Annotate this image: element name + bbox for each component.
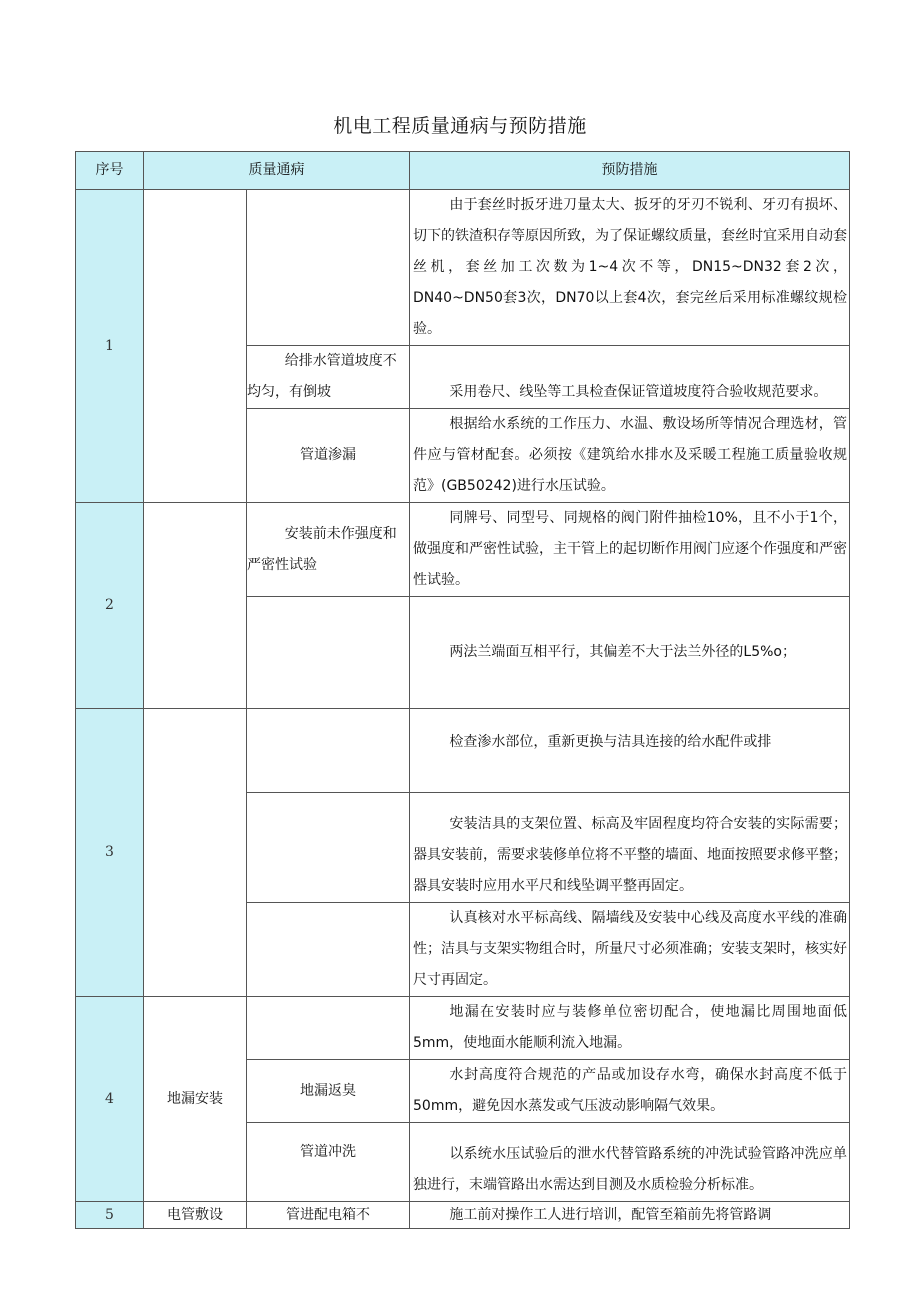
- header-measure: 预防措施: [410, 152, 850, 190]
- header-no: 序号: [76, 152, 144, 190]
- row-number: 5: [76, 1202, 144, 1229]
- measure-cell: 地漏在安装时应与装修单位密切配合，使地漏比周围地面低5mm，使地面水能顺利流入地漏。: [410, 997, 850, 1060]
- category-cell: [144, 503, 247, 709]
- measure-cell: 根据给水系统的工作压力、水温、敷设场所等情况合理选材，管件应与管材配套。必须按《建筑给水排水及采暖工程施工质量验收规范》(GB50242)进行水压试验。: [410, 409, 850, 503]
- item-cell: 管进配电箱不: [247, 1202, 410, 1229]
- item-cell: [247, 793, 410, 903]
- category-cell: [144, 709, 247, 997]
- header-issue: 质量通病: [144, 152, 410, 190]
- item-cell: 管道渗漏: [247, 409, 410, 503]
- item-cell: [247, 190, 410, 346]
- item-cell: [247, 597, 410, 709]
- measure-cell: 同牌号、同型号、同规格的阀门附件抽检10%，且不小于1个，做强度和严密性试验，主干管上的起切断作用阀门应逐个作强度和严密性试验。: [410, 503, 850, 597]
- item-cell: 地漏返臭: [247, 1060, 410, 1123]
- row-number: 1: [76, 190, 144, 503]
- category-cell: [144, 190, 247, 503]
- row-number: 2: [76, 503, 144, 709]
- row-number: 3: [76, 709, 144, 997]
- table-row: [76, 997, 850, 1060]
- measure-cell: 安装洁具的支架位置、标高及牢固程度均符合安装的实际需要；器具安装前，需要求装修单位将不平整的墙面、地面按照要求修平整；器具安装时应用水平尺和线坠调平整再固定。: [410, 793, 850, 903]
- measure-cell: 采用卷尺、线坠等工具检查保证管道坡度符合验收规范要求。: [410, 346, 850, 409]
- page-title: 机电工程质量通病与预防措施: [333, 115, 587, 137]
- item-cell: [247, 709, 410, 793]
- quality-issues-table: [75, 151, 850, 1229]
- row-number: 4: [76, 997, 144, 1202]
- measure-cell: 施工前对操作工人进行培训，配管至箱前先将管路调: [410, 1202, 850, 1229]
- item-cell: 管道冲洗: [247, 1123, 410, 1202]
- measure-cell: 两法兰端面互相平行，其偏差不大于法兰外径的L5%o；: [410, 597, 850, 709]
- table-row: [76, 1202, 850, 1229]
- item-cell: 安装前未作强度和严密性试验: [247, 503, 410, 597]
- table-row: [76, 190, 850, 346]
- item-cell: [247, 903, 410, 997]
- measure-cell: 检查渗水部位，重新更换与洁具连接的给水配件或排: [410, 709, 850, 793]
- table-row: [76, 709, 850, 793]
- table-header-row: [76, 152, 850, 190]
- category-cell: 电管敷设: [144, 1202, 247, 1229]
- table-row: [76, 503, 850, 597]
- item-cell: 给排水管道坡度不均匀，有倒坡: [247, 346, 410, 409]
- measure-cell: 以系统水压试验后的泄水代替管路系统的冲洗试验管路冲洗应单独进行，末端管路出水需达到目测及水质检验分析标准。: [410, 1123, 850, 1202]
- item-cell: [247, 997, 410, 1060]
- measure-cell: 水封高度符合规范的产品或加设存水弯，确保水封高度不低于50mm，避免因水蒸发或气压波动影响隔气效果。: [410, 1060, 850, 1123]
- measure-cell: 认真核对水平标高线、隔墙线及安装中心线及高度水平线的准确性；洁具与支架实物组合时，所量尺寸必须准确；安装支架时，核实好尺寸再固定。: [410, 903, 850, 997]
- measure-cell: 由于套丝时扳牙进刀量太大、扳牙的牙刃不锐利、牙刃有损坏、切下的铁渣积存等原因所致，为了保证螺纹质量，套丝时宜采用自动套丝机，套丝加工次数为1~4次不等，DN15~DN32套2次，DN40~DN50套3次，DN70以上套4次，套完丝后采用标准螺纹规检验。: [410, 190, 850, 346]
- category-cell: 地漏安装: [144, 997, 247, 1202]
